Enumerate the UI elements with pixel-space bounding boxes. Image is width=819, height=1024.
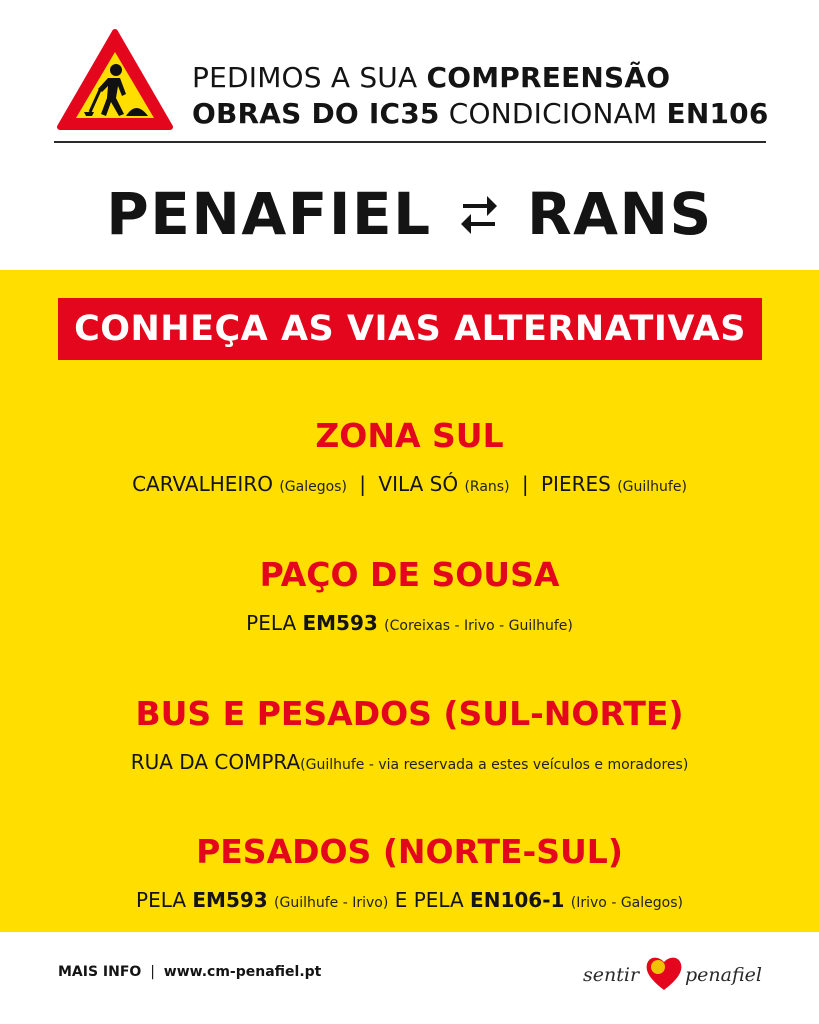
alternatives-panel (0, 270, 819, 932)
place-note: (Rans) (464, 479, 510, 495)
alternatives-banner: CONHEÇA AS VIAS ALTERNATIVAS (58, 298, 762, 360)
logo-word-left: sentir (583, 964, 640, 986)
section-paco-de-sousa (0, 553, 819, 640)
section-pesados (0, 830, 819, 917)
place-note: (Guilhufe) (617, 479, 687, 495)
notice-text (192, 60, 782, 132)
notice-line-2 (192, 96, 782, 132)
text-prefix: PELA (136, 888, 193, 912)
road-code: EM593 (302, 611, 378, 635)
section-text (0, 609, 819, 640)
notice-line-1-normal: PEDIMOS A SUA (192, 61, 427, 94)
section-title: ZONA SUL (315, 416, 504, 455)
place-note: (Galegos) (279, 479, 347, 495)
sentir-penafiel-logo (583, 950, 773, 1000)
section-bus-pesados (0, 692, 819, 779)
place-pieres: PIERES (541, 472, 611, 496)
section-title: BUS E PESADOS (SUL-NORTE) (135, 694, 684, 733)
road-code: EN106-1 (470, 888, 565, 912)
street-name: RUA DA COMPRA (130, 750, 301, 774)
notice-line-1-bold: COMPREENSÃO (426, 61, 671, 94)
heart-logo-icon (643, 952, 685, 994)
section-text (0, 748, 819, 779)
place-carvalheiro: CARVALHEIRO (132, 472, 273, 496)
header-divider (54, 141, 766, 143)
place-vila-so: VILA SÓ (378, 472, 459, 496)
section-zona-sul (0, 414, 819, 501)
separator: | (521, 472, 529, 496)
section-text (0, 470, 819, 501)
notice-line-2-bold-a: OBRAS DO IC35 (192, 97, 440, 130)
footer-url-link[interactable]: www.cm-penafiel.pt (163, 964, 322, 980)
road-note: (Guilhufe - Irivo) (274, 895, 389, 911)
notice-line-2-normal: CONDICIONAM (439, 97, 667, 130)
route-title (0, 172, 819, 252)
text-middle: E PELA (388, 888, 471, 912)
roadworks-warning-icon (56, 28, 174, 132)
swap-arrows-icon (457, 192, 501, 236)
separator: | (359, 472, 367, 496)
notice-line-1 (192, 60, 782, 96)
footer-divider: | (150, 964, 155, 980)
section-text (0, 886, 819, 917)
section-title: PESADOS (NORTE-SUL) (196, 832, 623, 871)
logo-word-right: penafiel (685, 964, 762, 986)
street-note: (Guilhufe - via reservada a estes veículos e moradores) (300, 757, 689, 773)
section-title: PAÇO DE SOUSA (259, 555, 560, 594)
road-note: (Coreixas - Irivo - Guilhufe) (384, 618, 573, 634)
text-prefix: PELA (246, 611, 303, 635)
route-from: PENAFIEL (106, 179, 432, 248)
road-code: EM593 (192, 888, 268, 912)
road-note: (Irivo - Galegos) (570, 895, 683, 911)
footer-info (58, 964, 321, 980)
notice-line-2-bold-b: EN106 (666, 97, 769, 130)
footer-label: MAIS INFO (58, 964, 142, 980)
route-to: RANS (526, 179, 713, 248)
